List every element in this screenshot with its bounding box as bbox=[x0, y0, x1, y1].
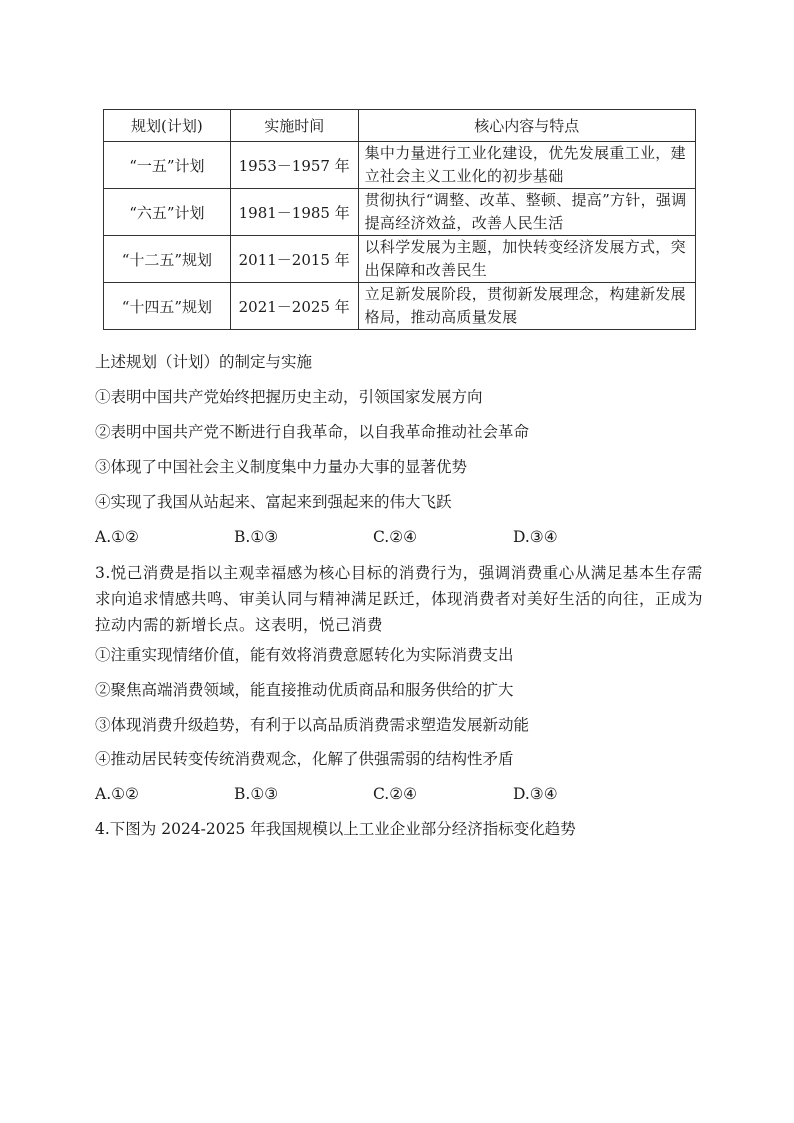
cell-time: 1953－1957 年 bbox=[230, 142, 358, 189]
q3-option-a[interactable]: A.①② bbox=[95, 785, 139, 803]
cell-content: 以科学发展为主题，加快转变经济发展方式，突出保障和改善民生 bbox=[358, 236, 695, 283]
cell-plan: “一五”计划 bbox=[104, 142, 231, 189]
q3-stem: 3.悦己消费是指以主观幸福感为核心目标的消费行为，强调消费重心从满足基本生存需求向追求情感共鸣、审美认同与精神满足跃迁，体现消费者对美好生活的向往，正成为拉动内需的新增长点。这表明，悦己消费 bbox=[95, 564, 704, 634]
q2-statement-1: ①表明中国共产党始终把握历史主动，引领国家发展方向 bbox=[95, 388, 483, 406]
cell-content: 贯彻执行“调整、改革、整顿、提高”方针，强调提高经济效益，改善人民生活 bbox=[358, 189, 695, 236]
header-time: 实施时间 bbox=[230, 110, 358, 142]
table-row bbox=[104, 189, 696, 236]
cell-time: 2021－2025 年 bbox=[230, 283, 358, 330]
cell-content: 集中力量进行工业化建设，优先发展重工业，建立社会主义工业化的初步基础 bbox=[358, 142, 695, 189]
q2-option-b[interactable]: B.①③ bbox=[234, 528, 279, 546]
q4-stem: 4.下图为 2024-2025 年我国规模以上工业企业部分经济指标变化趋势 bbox=[95, 820, 576, 838]
q3-statement-4: ④推动居民转变传统消费观念，化解了供强需弱的结构性矛盾 bbox=[95, 750, 514, 768]
q3-option-c[interactable]: C.②④ bbox=[373, 785, 418, 803]
q3-statement-1: ①注重实现情绪价值，能有效将消费意愿转化为实际消费支出 bbox=[95, 646, 514, 664]
table-row bbox=[104, 283, 696, 330]
q2-statement-2: ②表明中国共产党不断进行自我革命，以自我革命推动社会革命 bbox=[95, 423, 530, 441]
table-row bbox=[104, 236, 696, 283]
q3-statement-2: ②聚焦高端消费领域，能直接推动优质商品和服务供给的扩大 bbox=[95, 681, 514, 699]
cell-plan: “六五”计划 bbox=[104, 189, 231, 236]
plan-table bbox=[103, 109, 696, 330]
table-header-row bbox=[104, 110, 696, 142]
cell-time: 2011－2015 年 bbox=[230, 236, 358, 283]
q2-statement-4: ④实现了我国从站起来、富起来到强起来的伟大飞跃 bbox=[95, 493, 452, 511]
cell-time: 1981－1985 年 bbox=[230, 189, 358, 236]
q2-option-d[interactable]: D.③④ bbox=[513, 528, 558, 546]
cell-plan: “十四五”规划 bbox=[104, 283, 231, 330]
q2-stem: 上述规划（计划）的制定与实施 bbox=[95, 353, 313, 371]
q2-option-c[interactable]: C.②④ bbox=[373, 528, 418, 546]
table-row bbox=[104, 142, 696, 189]
q3-option-d[interactable]: D.③④ bbox=[513, 785, 558, 803]
header-content: 核心内容与特点 bbox=[358, 110, 695, 142]
q3-option-b[interactable]: B.①③ bbox=[234, 785, 279, 803]
q2-statement-3: ③体现了中国社会主义制度集中力量办大事的显著优势 bbox=[95, 458, 468, 476]
cell-content: 立足新发展阶段，贯彻新发展理念，构建新发展格局，推动高质量发展 bbox=[358, 283, 695, 330]
q2-option-a[interactable]: A.①② bbox=[95, 528, 139, 546]
header-plan: 规划(计划) bbox=[104, 110, 231, 142]
cell-plan: “十二五”规划 bbox=[104, 236, 231, 283]
q3-statement-3: ③体现消费升级趋势，有利于以高品质消费需求塑造发展新动能 bbox=[95, 716, 530, 734]
